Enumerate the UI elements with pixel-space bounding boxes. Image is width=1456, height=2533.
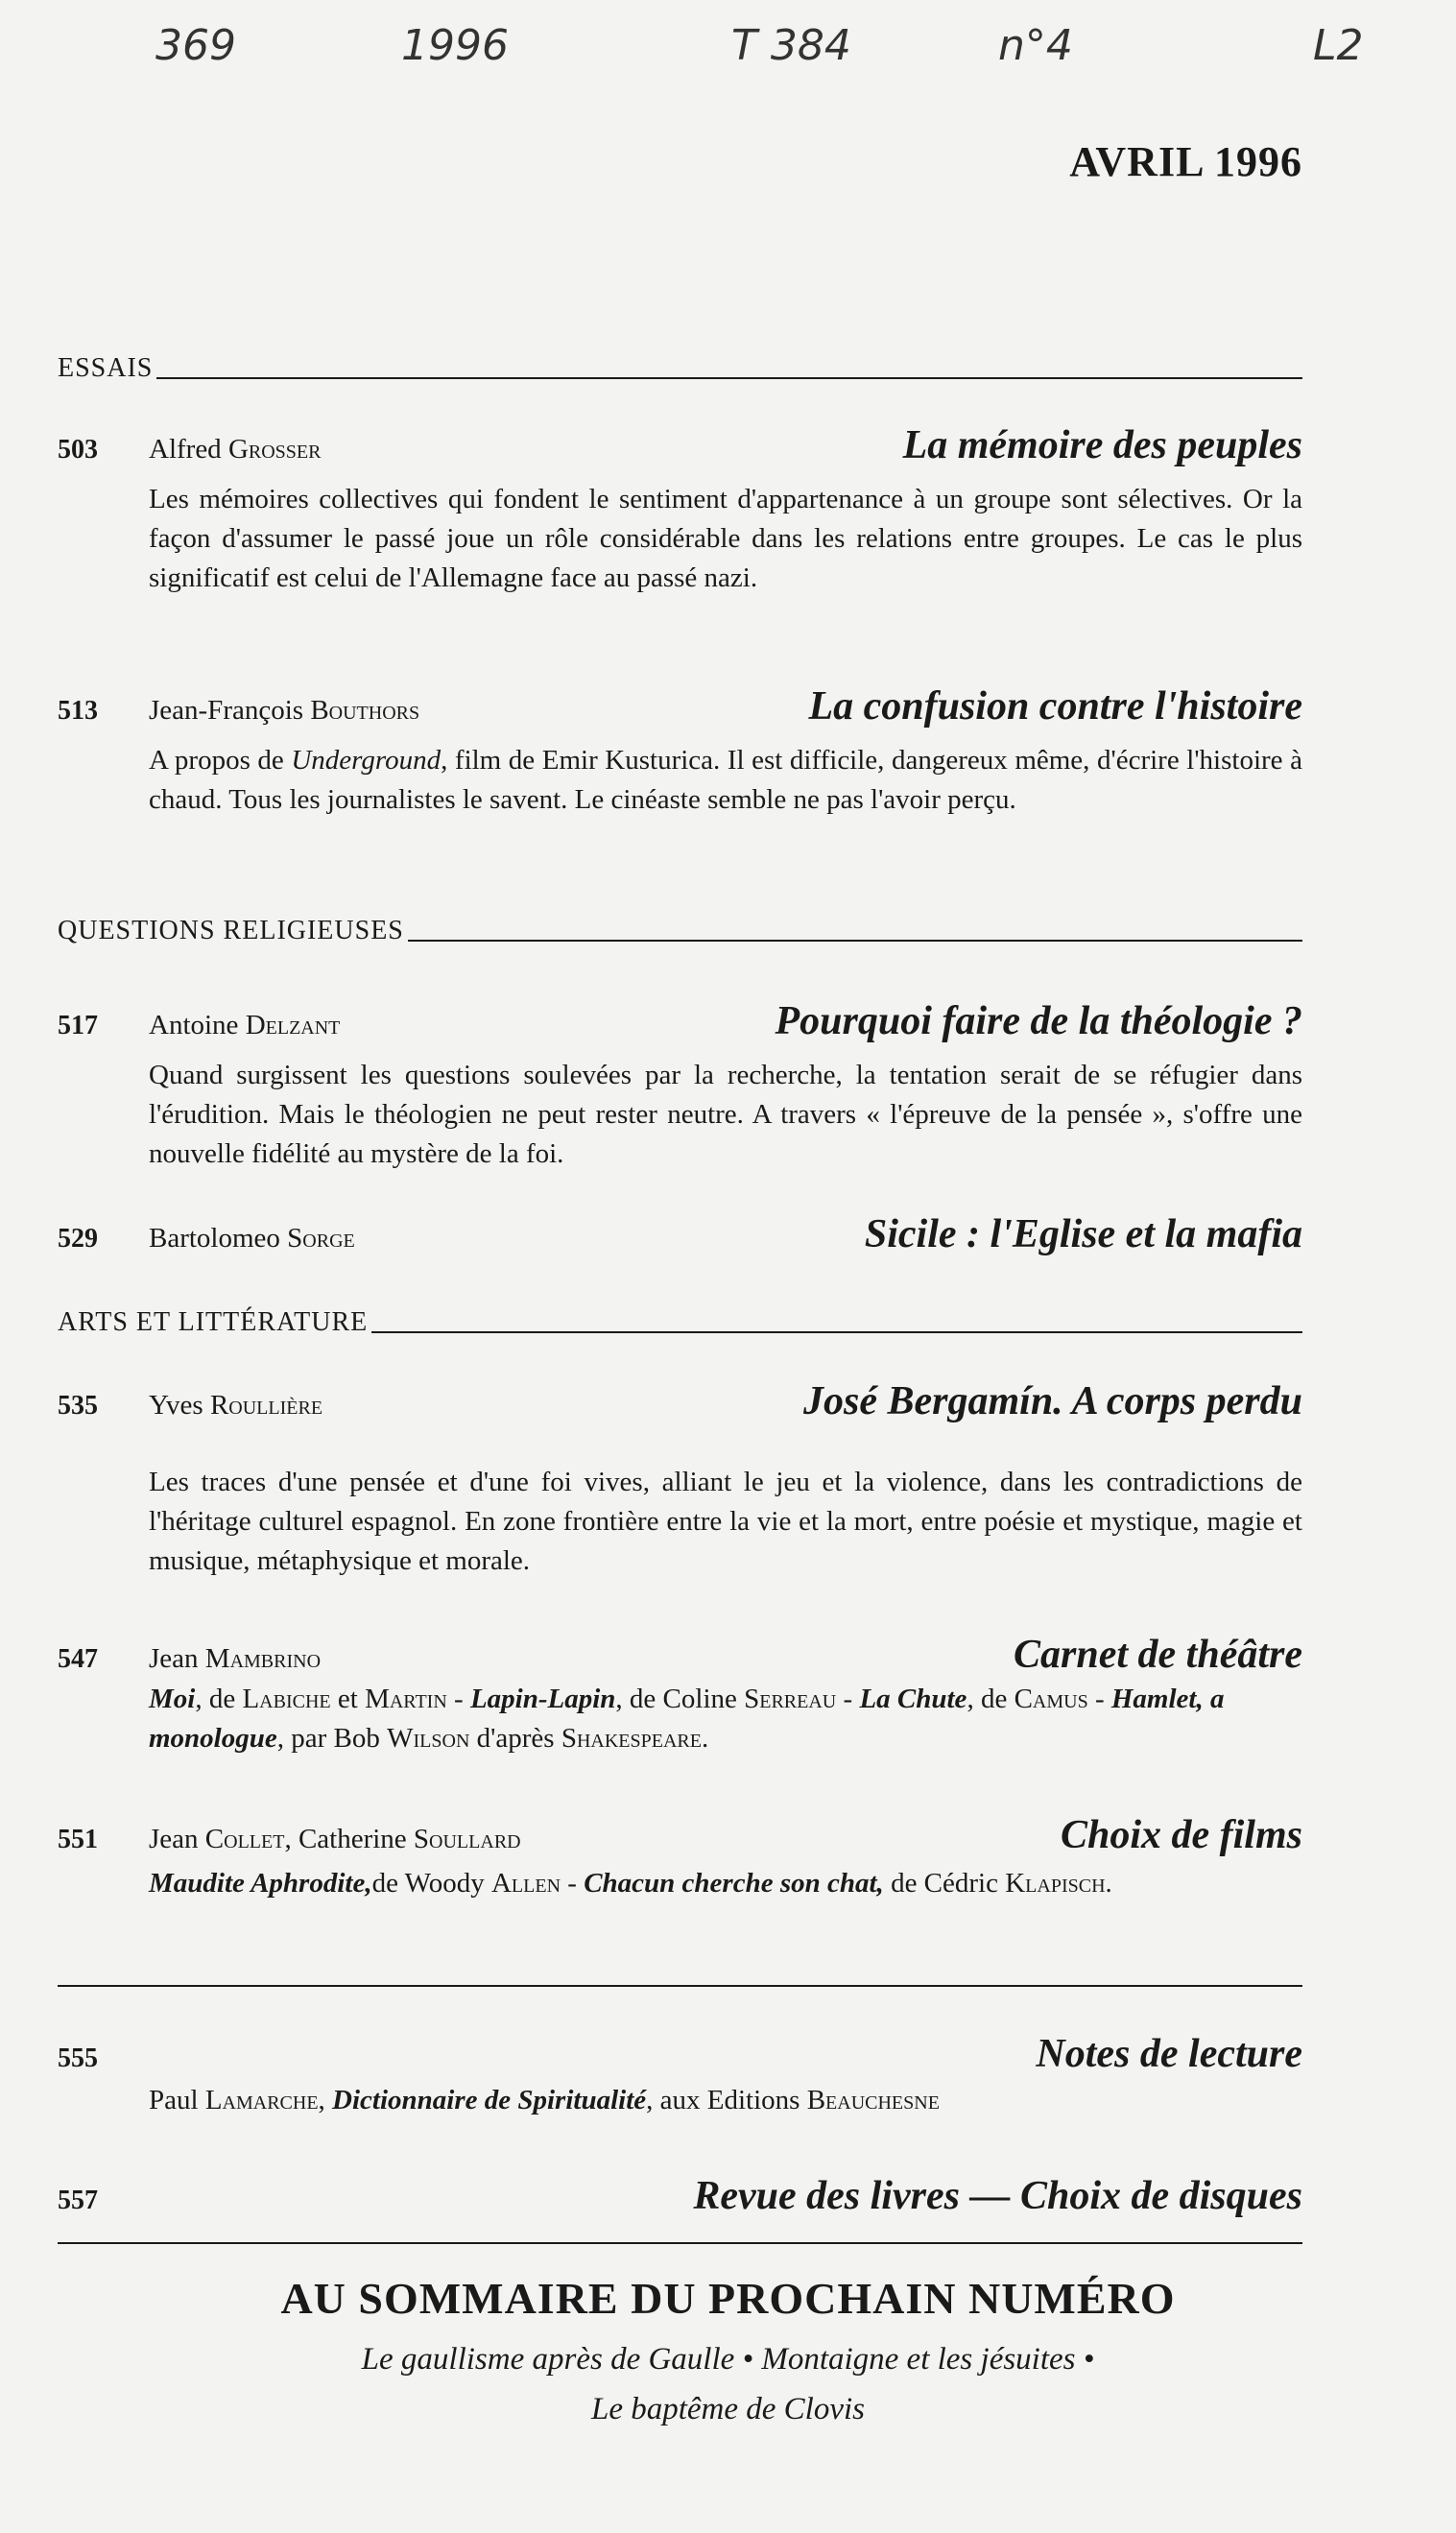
article-title: Carnet de théâtre <box>1014 1633 1302 1677</box>
section-header-arts <box>58 1307 1302 1338</box>
author: Antoine Delzant <box>149 1010 341 1040</box>
section-label: QUESTIONS RELIGIEUSES <box>58 916 404 945</box>
toc-entry <box>58 998 1302 1174</box>
article-title: La confusion contre l'histoire <box>808 684 1302 729</box>
page-number: 535 <box>58 1391 98 1421</box>
page-number: 517 <box>58 1011 98 1040</box>
article-title: José Bergamín. A corps perdu <box>803 1379 1302 1423</box>
author: Jean Mambrino <box>149 1643 322 1674</box>
handwritten-note: 1996 <box>401 21 509 70</box>
toc-entry <box>58 2173 1302 2219</box>
toc-entry <box>58 422 1302 598</box>
article-title: Choix de films <box>1060 1813 1302 1857</box>
article-title: Revue des livres — Choix de disques <box>693 2174 1302 2218</box>
page-number: 547 <box>58 1644 98 1674</box>
article-summary: Les mémoires collectives qui fondent le sentiment d'appartenance à un groupe sont sélectives. Or la façon d'assumer le passé joue un rôle considérable dans les relations entre groupes. Le cas le plus significatif est celui de l'Allemagne face au passé nazi. <box>149 484 1302 593</box>
issue-date: AVRIL 1996 <box>1069 138 1302 185</box>
author: Alfred Grosser <box>149 434 322 465</box>
toc-entry <box>58 1632 1302 1758</box>
toc-entry <box>58 1211 1302 1257</box>
page-number: 555 <box>58 2043 98 2073</box>
handwritten-note: 369 <box>155 21 236 70</box>
author: Yves Roullière <box>149 1390 323 1421</box>
author: Jean-François Bouthors <box>149 695 420 726</box>
divider <box>58 2242 1302 2244</box>
section-rule <box>156 377 1302 379</box>
article-title: Notes de lecture <box>1036 2032 1302 2076</box>
toc-entry <box>58 2031 1302 2120</box>
section-rule <box>371 1331 1302 1333</box>
article-summary: Les traces d'une pensée et d'une foi vives, alliant le jeu et la violence, dans les contradictions de l'héritage culturel espagnol. En zone frontière entre la vie et la mort, entre poésie et mystique, magie et musique, métaphysique et morale. <box>149 1467 1302 1576</box>
page-number: 513 <box>58 696 98 726</box>
page-number: 529 <box>58 1224 98 1254</box>
article-title: Sicile : l'Eglise et la mafia <box>864 1212 1302 1256</box>
section-label: ESSAIS <box>58 353 154 383</box>
article-summary: Quand surgissent les questions soulevées par la recherche, la tentation serait de se réfugier dans l'érudition. Mais le théologien ne peut rester neutre. A travers « l'épreuve de la pensée », s'offre une nouvelle fidélité au mystère de la foi. <box>149 1060 1302 1169</box>
handwritten-note: n°4 <box>998 21 1073 70</box>
article-summary: A propos de Underground, film de Emir Kusturica. Il est difficile, dangereux même, d'écrire l'histoire à chaud. Tous les journalistes le savent. Le cinéaste semble ne pas l'avoir perçu. <box>149 745 1302 815</box>
page-number: 551 <box>58 1825 98 1854</box>
page-number: 503 <box>58 435 98 465</box>
toc-entry <box>58 1812 1302 1903</box>
author: Bartolomeo Sorge <box>149 1223 355 1254</box>
toc-entry <box>58 1378 1302 1581</box>
page-number: 557 <box>58 2186 98 2215</box>
article-summary: Maudite Aphrodite,de Woody Allen - Chacun cherche son chat, de Cédric Klapisch. <box>149 1868 1112 1899</box>
author: Jean Collet, Catherine Soullard <box>149 1824 521 1854</box>
article-title: La mémoire des peuples <box>902 423 1302 467</box>
section-header-essais <box>58 353 1302 384</box>
article-summary: Paul Lamarche, Dictionnaire de Spiritualité, aux Editions Beauchesne <box>149 2085 940 2115</box>
section-label: ARTS ET LITTÉRATURE <box>58 1307 369 1337</box>
next-issue-topics: Le gaullisme après de Gaulle • Montaigne et les jésuites • <box>361 2342 1095 2377</box>
toc-entry <box>58 683 1302 820</box>
handwritten-note: T 384 <box>731 21 851 70</box>
next-issue-topics: Le baptême de Clovis <box>590 2392 866 2426</box>
article-summary: Moi, de Labiche et Martin - Lapin-Lapin, de Coline Serreau - La Chute, de Camus - Hamlet, a monologue, par Bob Wilson d'après Shakespeare. <box>149 1684 1225 1754</box>
article-title: Pourquoi faire de la théologie ? <box>775 999 1302 1043</box>
handwritten-note: L2 <box>1313 21 1364 70</box>
divider <box>58 1985 1302 1987</box>
next-issue-heading: AU SOMMAIRE DU PROCHAIN NUMÉRO <box>280 2274 1176 2323</box>
section-header-questions <box>58 916 1302 946</box>
section-rule <box>408 940 1302 942</box>
